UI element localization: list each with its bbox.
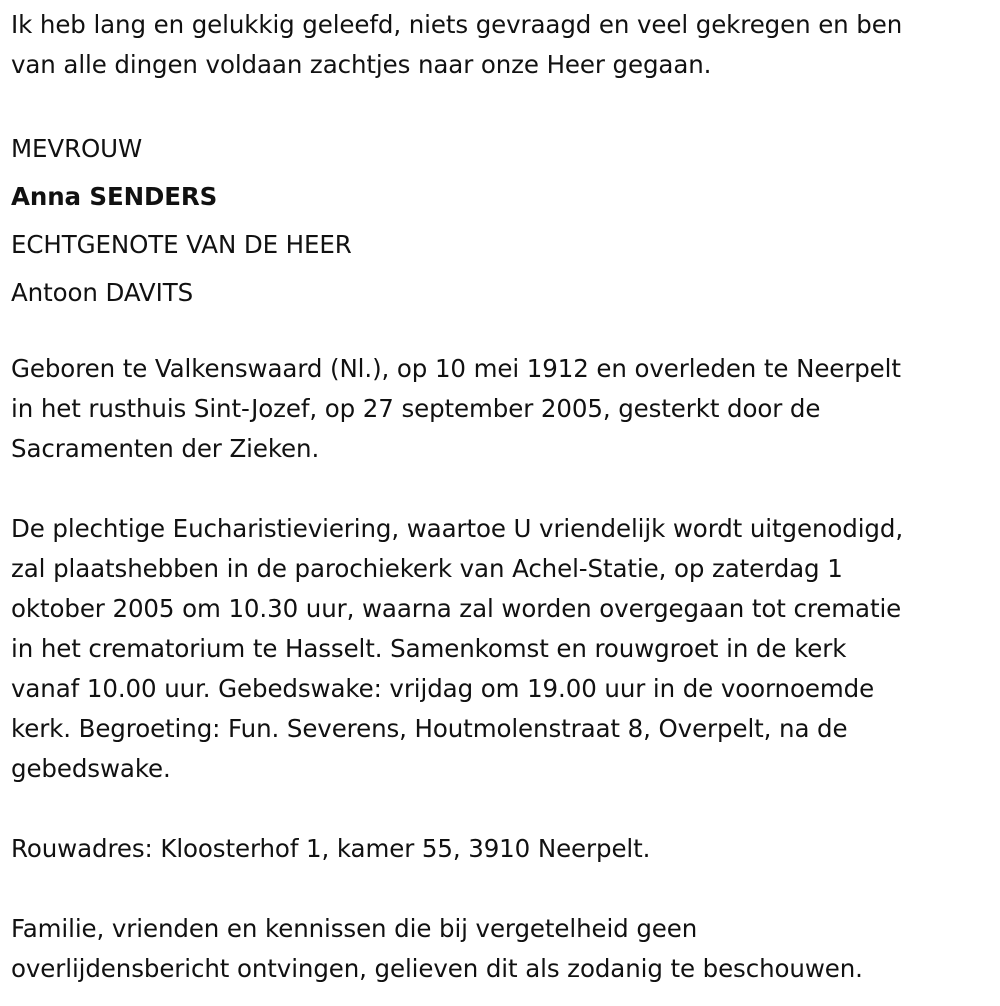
spacer bbox=[11, 789, 996, 829]
closing-paragraph bbox=[11, 909, 996, 989]
paragraph-line: Geboren te Valkenswaard (Nl.), op 10 mei 1912 en overleden te Neerpelt bbox=[11, 354, 901, 383]
paragraph-line: kerk. Begroeting: Fun. Severens, Houtmolenstraat 8, Overpelt, na de bbox=[11, 714, 848, 743]
paragraph-line: in het rusthuis Sint-Jozef, op 27 september 2005, gesterkt door de bbox=[11, 394, 821, 423]
spacer bbox=[11, 85, 996, 125]
spacer bbox=[11, 469, 996, 509]
paragraph-line: zal plaatshebben in de parochiekerk van Achel-Statie, op zaterdag 1 bbox=[11, 554, 843, 583]
paragraph-line: Sacramenten der Zieken. bbox=[11, 434, 320, 463]
opening-quote bbox=[11, 5, 996, 85]
paragraph-line: oktober 2005 om 10.30 uur, waarna zal worden overgegaan tot crematie bbox=[11, 594, 902, 623]
spouse-name: Antoon DAVITS bbox=[11, 278, 194, 307]
ceremony-paragraph bbox=[11, 509, 996, 789]
mourning-address bbox=[11, 829, 996, 869]
spacer bbox=[11, 869, 996, 909]
obituary-notice bbox=[11, 5, 996, 989]
person-name: Anna SENDERS bbox=[11, 182, 218, 211]
person-title: MEVROUW bbox=[11, 134, 143, 163]
paragraph-line: in het crematorium te Hasselt. Samenkomst en rouwgroet in de kerk bbox=[11, 634, 847, 663]
address-line: Rouwadres: Kloosterhof 1, kamer 55, 3910 Neerpelt. bbox=[11, 834, 651, 863]
paragraph-line: overlijdensbericht ontvingen, gelieven dit als zodanig te beschouwen. bbox=[11, 954, 863, 983]
opening-line: van alle dingen voldaan zachtjes naar onze Heer gegaan. bbox=[11, 50, 712, 79]
birth-death-paragraph bbox=[11, 349, 996, 469]
paragraph-line: gebedswake. bbox=[11, 754, 171, 783]
paragraph-line: De plechtige Eucharistieviering, waartoe U vriendelijk wordt uitgenodigd, bbox=[11, 514, 904, 543]
person-block bbox=[11, 125, 996, 317]
paragraph-line: Familie, vrienden en kennissen die bij vergetelheid geen bbox=[11, 914, 698, 943]
opening-line: Ik heb lang en gelukkig geleefd, niets gevraagd en veel gekregen en ben bbox=[11, 10, 903, 39]
person-relation: ECHTGENOTE VAN DE HEER bbox=[11, 230, 352, 259]
spacer bbox=[11, 317, 996, 349]
paragraph-line: vanaf 10.00 uur. Gebedswake: vrijdag om 19.00 uur in de voornoemde bbox=[11, 674, 875, 703]
